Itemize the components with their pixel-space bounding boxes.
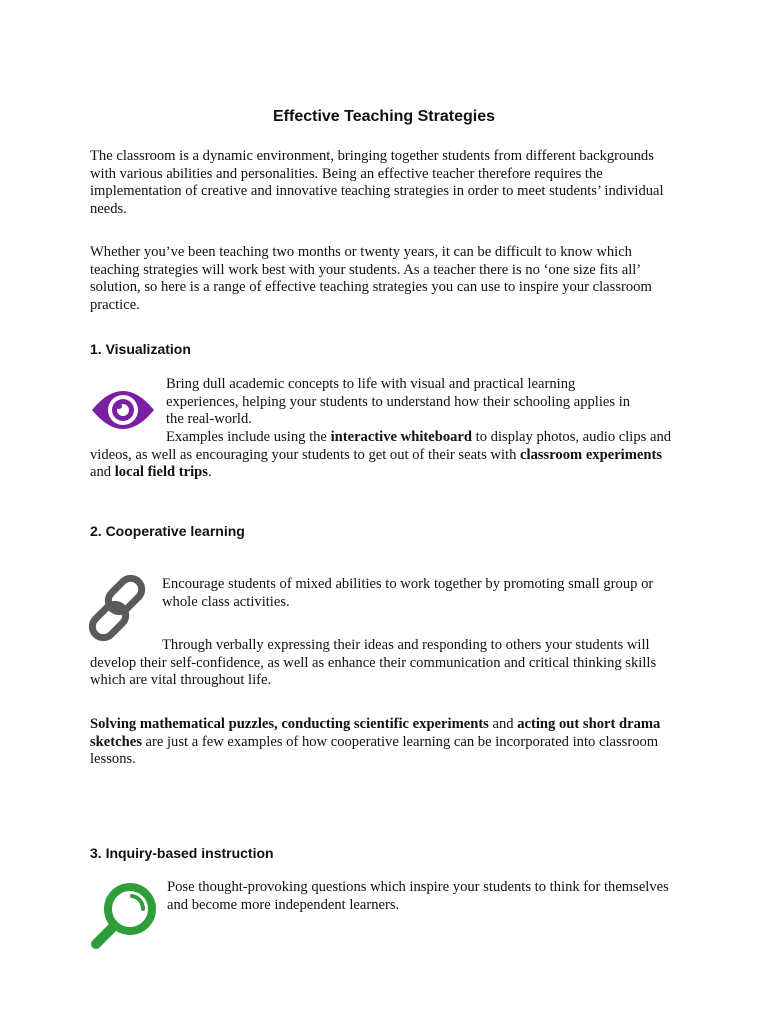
cooperative-examples-bold-2: acting out short drama sketches bbox=[90, 716, 661, 750]
visualization-text-1: Bring dull academic concepts to life with visual and practical learning experiences, helping your students to understand how their schooling applies in the real-world. bbox=[166, 376, 631, 428]
cooperative-text-1: Encourage students of mixed abilities to work together by promoting small group or whole class activities. bbox=[162, 576, 654, 610]
intro-paragraph-2: Whether you’ve been teaching two months or twenty years, it can be difficult to know which teaching strategies will work best with your students. As a teacher there is no ‘one size fits all’ solution, so here is a range of effective teaching strategies you can use to inspire your classroom practice. bbox=[90, 244, 652, 313]
magnifying-glass-icon bbox=[88, 880, 160, 957]
cooperative-text-3: Solving mathematical puzzles, conducting scientific experiments and acting out short drama sketches are just a few examples of how cooperative learning can be incorporated into classroom lessons. bbox=[90, 716, 661, 768]
interactive-whiteboard-bold: interactive whiteboard bbox=[330, 429, 473, 445]
inquiry-text-1: Pose thought-provoking questions which inspire your students to think for themselves and become more independent learners. bbox=[167, 879, 669, 913]
section-heading-visualization: 1. Visualization bbox=[90, 341, 191, 357]
local-field-trips-bold: local field trips bbox=[114, 464, 208, 481]
cooperative-text-2: Through verbally expressing their ideas and responding to others your students will develop their self-confidence, as well as enhance their communication and critical thinking skills which are vital throughout life. bbox=[90, 637, 657, 689]
page-title: Effective Teaching Strategies bbox=[273, 108, 495, 125]
visualization-text-2: Examples include using the interactive whiteboard to display photos, audio clips and videos, as well as encouraging your students to get out of their seats with classroom experiments and local field trips. bbox=[90, 429, 672, 481]
cooperative-examples-bold-1: Solving mathematical puzzles, conducting scientific experiments bbox=[90, 716, 489, 732]
classroom-experiments-bold: classroom experiments bbox=[520, 446, 663, 463]
section-heading-inquiry-based-instruction: 3. Inquiry-based instruction bbox=[90, 845, 274, 861]
intro-paragraph-1: The classroom is a dynamic environment, bringing together students from different backgrounds with various abilities and personalities. Being an effective teacher therefore requires the implementation of creative and innovative teaching strategies in order to meet students’ individual needs. bbox=[90, 148, 664, 217]
section-heading-cooperative-learning: 2. Cooperative learning bbox=[90, 523, 245, 539]
